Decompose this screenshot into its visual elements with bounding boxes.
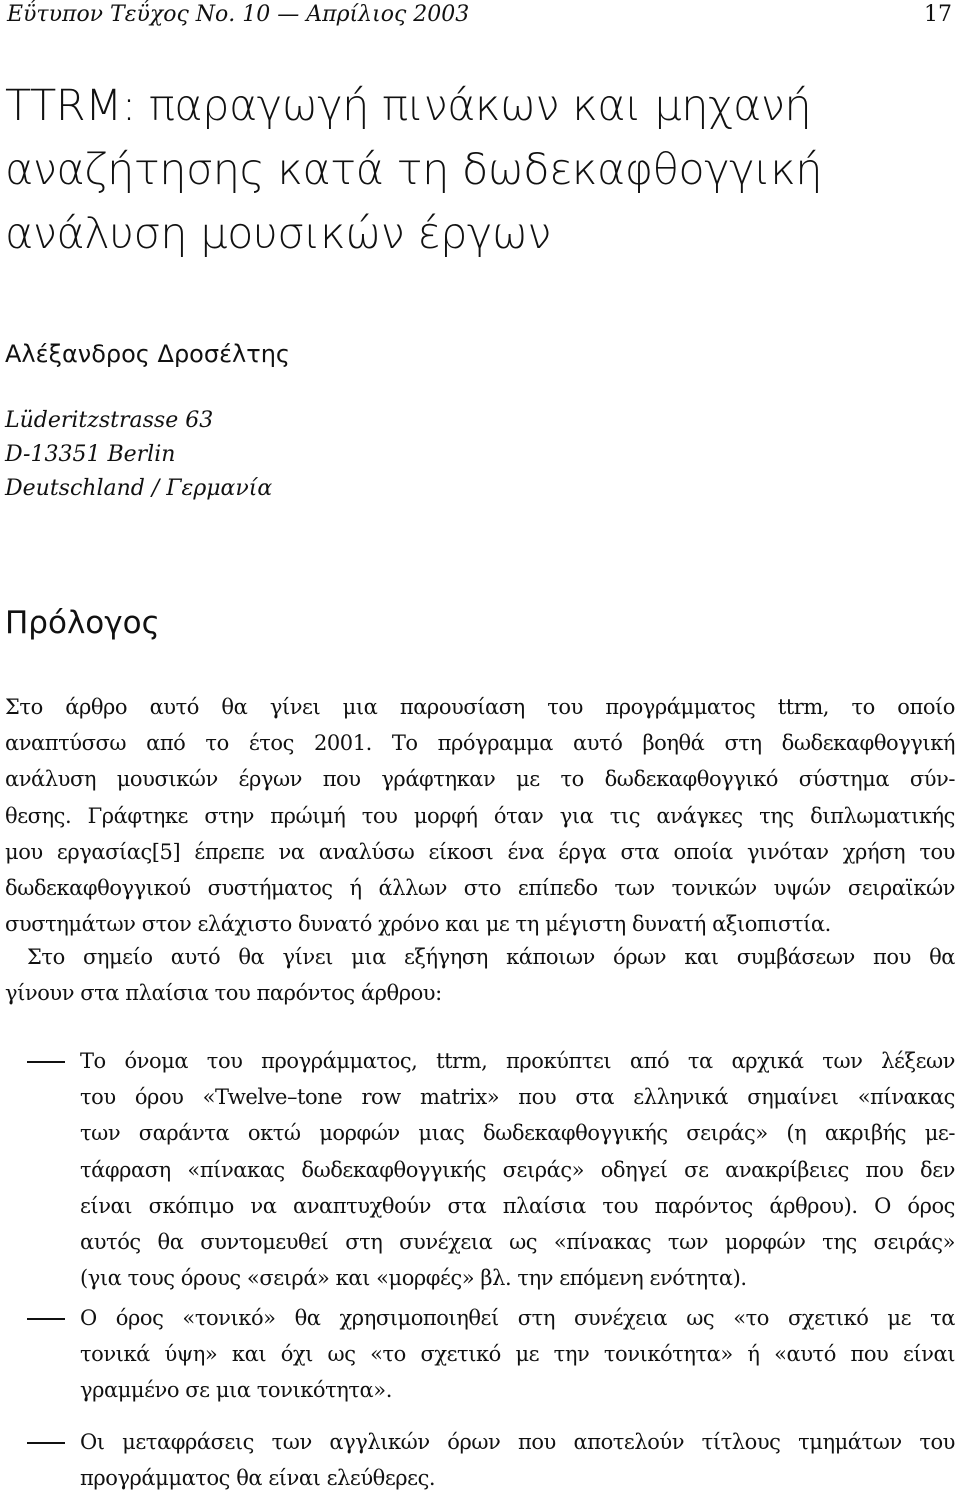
title-line: TTRM: παραγωγή πινάκων και μηχανή <box>5 81 812 131</box>
title-line: αναζήτησης κατά τη δωδεκαφθογγική <box>5 145 823 195</box>
text-line: (για τους όρους «σειρά» και «μορφές» βλ. την επόμενη ενότητα). <box>80 1266 747 1291</box>
text-line: ανάλυση μουσικών έργων που γράφτηκαν με το δωδεκαφθογγικό σύστημα σύν- <box>5 767 955 792</box>
em-dash-bullet <box>27 1442 65 1444</box>
text-line: των σαράντα οκτώ μορφών μιας δωδεκαφθογγικής σειράς» (η ακριβής με- <box>80 1121 955 1146</box>
text-line: του όρου «Twelve–tone row matrix» που στα ελληνικά σημαίνει «πίνακας <box>80 1085 955 1110</box>
text-line: αναπτύσσω από το έτος 2001. Το πρόγραμμα αυτό βοηθά στη δωδεκαφθογγική <box>5 731 955 756</box>
journal-issue-info: Εΰτυπον Τεΰχος Νο. 10 — Απρίλιος 2003 <box>7 2 470 27</box>
author-address <box>5 404 272 506</box>
page-number: 17 <box>924 2 952 27</box>
text-line: Στο σημείο αυτό θα γίνει μια εξήγηση κάποιων όρων και συμβάσεων που θα <box>27 945 955 969</box>
text-line: Οι μεταφράσεις των αγγλικών όρων που αποτελούν τίτλους τμημάτων του <box>80 1430 955 1454</box>
author-name: Αλέξανδρος Δροσέλτης <box>5 340 290 368</box>
em-dash-bullet <box>27 1061 65 1063</box>
address-line: Lüderitzstrasse 63 <box>5 408 214 433</box>
list-item <box>5 1043 955 1296</box>
text-line: είναι σκόπιμο να αναπτυχθούν στα πλαίσια του παρόντος άρθρου). Ο όρος <box>80 1193 955 1218</box>
text-line: συστημάτων στον ελάχιστο δυνατό χρόνο και με τη μέγιστη δυνατή αξιοπιστία. <box>5 912 831 937</box>
text-line: γίνουν στα πλαίσια του παρόντος άρθρου: <box>5 981 442 1006</box>
section-heading: Πρόλογος <box>5 605 160 641</box>
text-line: δωδεκαφθογγικού συστήματος ή άλλων στο επίπεδο των τονικών υψών σειραϊκών <box>5 876 955 901</box>
title-line: ανάλυση μουσικών έργων <box>5 209 551 259</box>
address-line: Deutschland / Γερμανία <box>5 476 273 501</box>
text-line: αυτός θα συντομευθεί στη συνέχεια ως «πίνακας των μορφών της σειράς» <box>80 1230 955 1255</box>
text-line: τονικά ύψη» και όχι ως «το σχετικό με την τονικότητα» ή «αυτό που είναι <box>80 1342 955 1367</box>
paragraph-intro <box>5 689 955 942</box>
text-line: τάφραση «πίνακας δωδεκαφθογγικής σειράς» οδηγεί σε ανακρίβειες που δεν <box>80 1157 955 1182</box>
text-line: θεσης. Γράφτηκε στην πρώιμή του μορφή όταν για τις ανάγκες της διπλωματικής <box>5 803 955 828</box>
text-line: προγράμματος θα είναι ελεύθερες. <box>80 1466 436 1491</box>
address-line: D-13351 Berlin <box>5 442 176 467</box>
article-title <box>5 74 955 266</box>
text-line: Στο άρθρο αυτό θα γίνει μια παρουσίαση του προγράμματος ttrm, το οποίο <box>5 695 955 719</box>
text-line: γραμμένο σε μια τονικότητα». <box>80 1378 392 1403</box>
list-item <box>5 1300 955 1409</box>
text-line: Ο όρος «τονικό» θα χρησιμοποιηθεί στη συνέχεια ως «το σχετικό με τα <box>80 1306 955 1330</box>
paragraph-terms <box>5 939 955 1011</box>
em-dash-bullet <box>27 1318 65 1320</box>
running-head <box>7 2 952 32</box>
text-line: Το όνομα του προγράμματος, ttrm, προκύπτει από τα αρχικά των λέξεων <box>80 1049 955 1073</box>
list-item <box>5 1424 955 1496</box>
text-line: μου εργασίας[5] έπρεπε να αναλύσω είκοσι ένα έργα στα οποία γινόταν χρήση του <box>5 839 955 864</box>
